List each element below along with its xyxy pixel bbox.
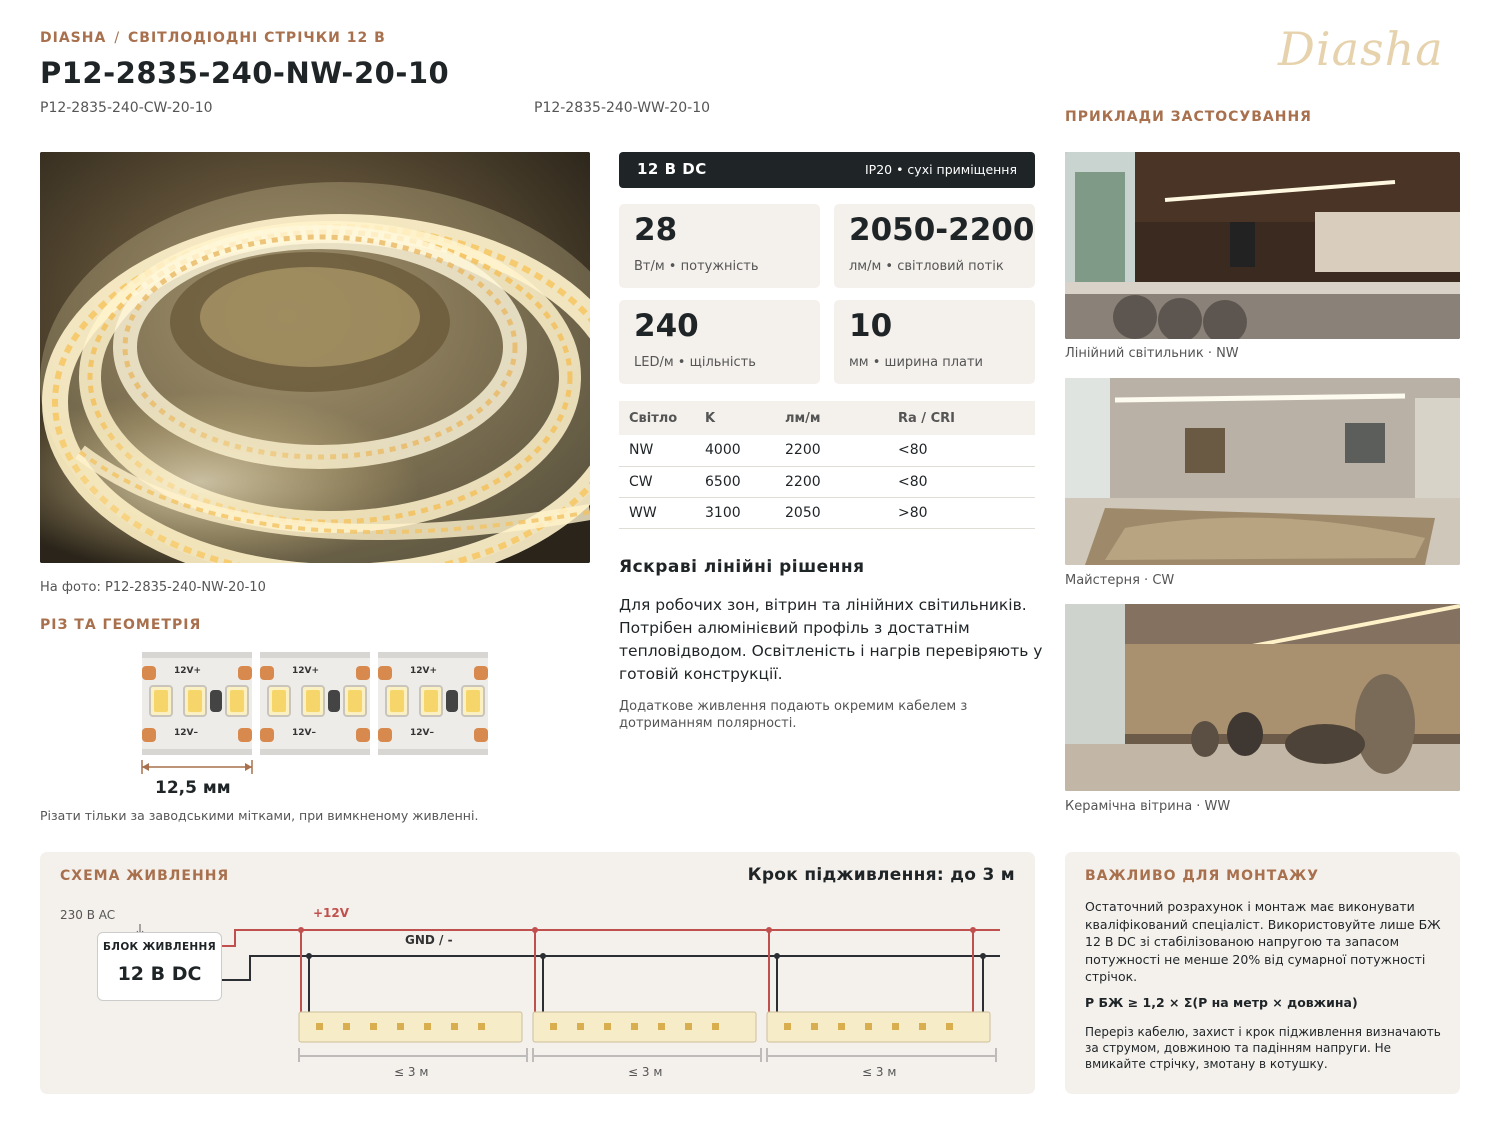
power-supply-box — [97, 932, 222, 1001]
variant-cw: P12-2835-240-CW-20-10 — [40, 100, 213, 116]
psu-value: 12 В DC — [117, 963, 202, 985]
stat-card-flux — [834, 204, 1035, 288]
power-ac-label: 230 В AC — [60, 908, 116, 922]
cut-heading: РІЗ ТА ГЕОМЕТРІЯ — [40, 617, 202, 633]
applications-heading: ПРИКЛАДИ ЗАСТОСУВАННЯ — [1065, 109, 1312, 125]
breadcrumb — [40, 30, 386, 46]
application-photo-kitchen — [1065, 152, 1460, 339]
stat-value: 10 — [849, 308, 893, 344]
power-scheme-panel — [40, 852, 1035, 1094]
mounting-heading: ВАЖЛИВО ДЛЯ МОНТАЖУ — [1085, 868, 1320, 884]
stat-label: LED/м • щільність — [634, 355, 756, 370]
stat-card-power — [619, 204, 820, 288]
stat-value: 240 — [634, 308, 699, 344]
stat-label: Вт/м • потужність — [634, 259, 759, 274]
table-cell: 3100 — [695, 497, 775, 528]
mounting-text: Остаточний розрахунок і монтаж має виконувати кваліфікований спеціаліст. Використовуйте лише БЖ 12 В DC зі стабілізованою напругою та запасом потужності не менше 20% від сумарної потужності стрічок. — [1085, 899, 1441, 984]
product-photo — [40, 152, 590, 563]
application-photo-ceramics — [1065, 604, 1460, 791]
power-step: Крок підживлення: до 3 м — [747, 865, 1015, 885]
stat-card-density — [619, 300, 820, 384]
pad-plus-label-2: 12V+ — [292, 666, 320, 676]
power-heading: СХЕМА ЖИВЛЕННЯ — [60, 868, 230, 884]
cut-dimension-arrow — [138, 758, 258, 776]
table-header: Світло — [619, 401, 695, 435]
breadcrumb-category[interactable]: СВІТЛОДІОДНІ СТРІЧКИ 12 В — [128, 30, 386, 46]
table-cell: 6500 — [695, 466, 775, 497]
table-cell: 2200 — [775, 466, 888, 497]
table-cell: 4000 — [695, 435, 775, 466]
table-row — [619, 435, 1035, 466]
brand-logo: Diasha — [1278, 22, 1444, 76]
cut-note: Різати тільки за заводськими мітками, при вимкненому живленні. — [40, 808, 479, 823]
description-heading: Яскраві лінійні рішення — [619, 557, 865, 577]
table-header: Ra / CRI — [888, 401, 1035, 435]
stat-label: мм • ширина плати — [849, 355, 983, 370]
voltage-bar — [619, 152, 1035, 188]
table-row — [619, 497, 1035, 528]
table-header: лм/м — [775, 401, 888, 435]
application-photo-workshop — [1065, 378, 1460, 565]
gnd-wire-label: GND / - — [405, 933, 453, 947]
breadcrumb-brand[interactable]: DIASHA — [40, 30, 107, 46]
table-header: K — [695, 401, 775, 435]
pad-plus-label-3: 12V+ — [410, 666, 438, 676]
photo-caption: На фото: P12-2835-240-NW-20-10 — [40, 580, 266, 595]
plus-wire-label: +12V — [313, 906, 350, 920]
ip-rating: IP20 • сухі приміщення — [864, 162, 1017, 177]
voltage-value: 12 В DC — [637, 160, 707, 178]
psu-label: БЛОК ЖИВЛЕННЯ — [103, 941, 216, 953]
table-cell: <80 — [888, 466, 1035, 497]
pad-minus-label-2: 12V– — [292, 728, 316, 738]
table-cell: 2050 — [775, 497, 888, 528]
application-caption: Керамічна вітрина · WW — [1065, 799, 1231, 814]
stat-value: 28 — [634, 212, 678, 248]
variant-ww: P12-2835-240-WW-20-10 — [534, 100, 711, 116]
segment-length: ≤ 3 м — [628, 1065, 663, 1079]
pad-minus-label-3: 12V– — [410, 728, 434, 738]
description-text: Для робочих зон, вітрин та лінійних світильників. Потрібен алюмінієвий профіль з достатнім тепловідводом. Освітленість і нагрів перевіряють у готовій конструкції. — [619, 596, 1043, 683]
stat-card-width — [834, 300, 1035, 384]
pad-plus-label: 12V+ — [174, 666, 202, 676]
mounting-panel — [1065, 852, 1460, 1094]
application-caption: Майстерня · CW — [1065, 573, 1175, 588]
cut-strip-image — [142, 652, 488, 755]
table-cell: <80 — [888, 435, 1035, 466]
breadcrumb-separator: / — [114, 30, 121, 46]
table-cell: NW — [619, 435, 695, 466]
table-cell: CW — [619, 466, 695, 497]
mounting-formula: P БЖ ≥ 1,2 × Σ(P на метр × довжина) — [1085, 995, 1358, 1010]
table-header-row — [619, 401, 1035, 435]
page-title: P12-2835-240-NW-20-10 — [40, 56, 450, 90]
mounting-note: Переріз кабелю, захист і крок підживлення визначають за струмом, довжиною та падінням напруги. Не вмикайте стрічку, змотану в котушку. — [1085, 1025, 1441, 1071]
description-note: Додаткове живлення подають окремим кабелем з дотриманням полярності. — [619, 699, 968, 731]
table-cell: >80 — [888, 497, 1035, 528]
table-cell: WW — [619, 497, 695, 528]
stat-value: 2050-2200 — [849, 212, 1035, 248]
segment-length: ≤ 3 м — [862, 1065, 897, 1079]
table-cell: 2200 — [775, 435, 888, 466]
cut-dimension: 12,5 мм — [155, 778, 231, 798]
stat-label: лм/м • світловий потік — [849, 259, 1004, 274]
spec-table — [619, 401, 1035, 529]
pad-minus-label: 12V– — [174, 728, 198, 738]
table-row — [619, 466, 1035, 497]
segment-length: ≤ 3 м — [394, 1065, 429, 1079]
application-caption: Лінійний світильник · NW — [1065, 346, 1239, 361]
